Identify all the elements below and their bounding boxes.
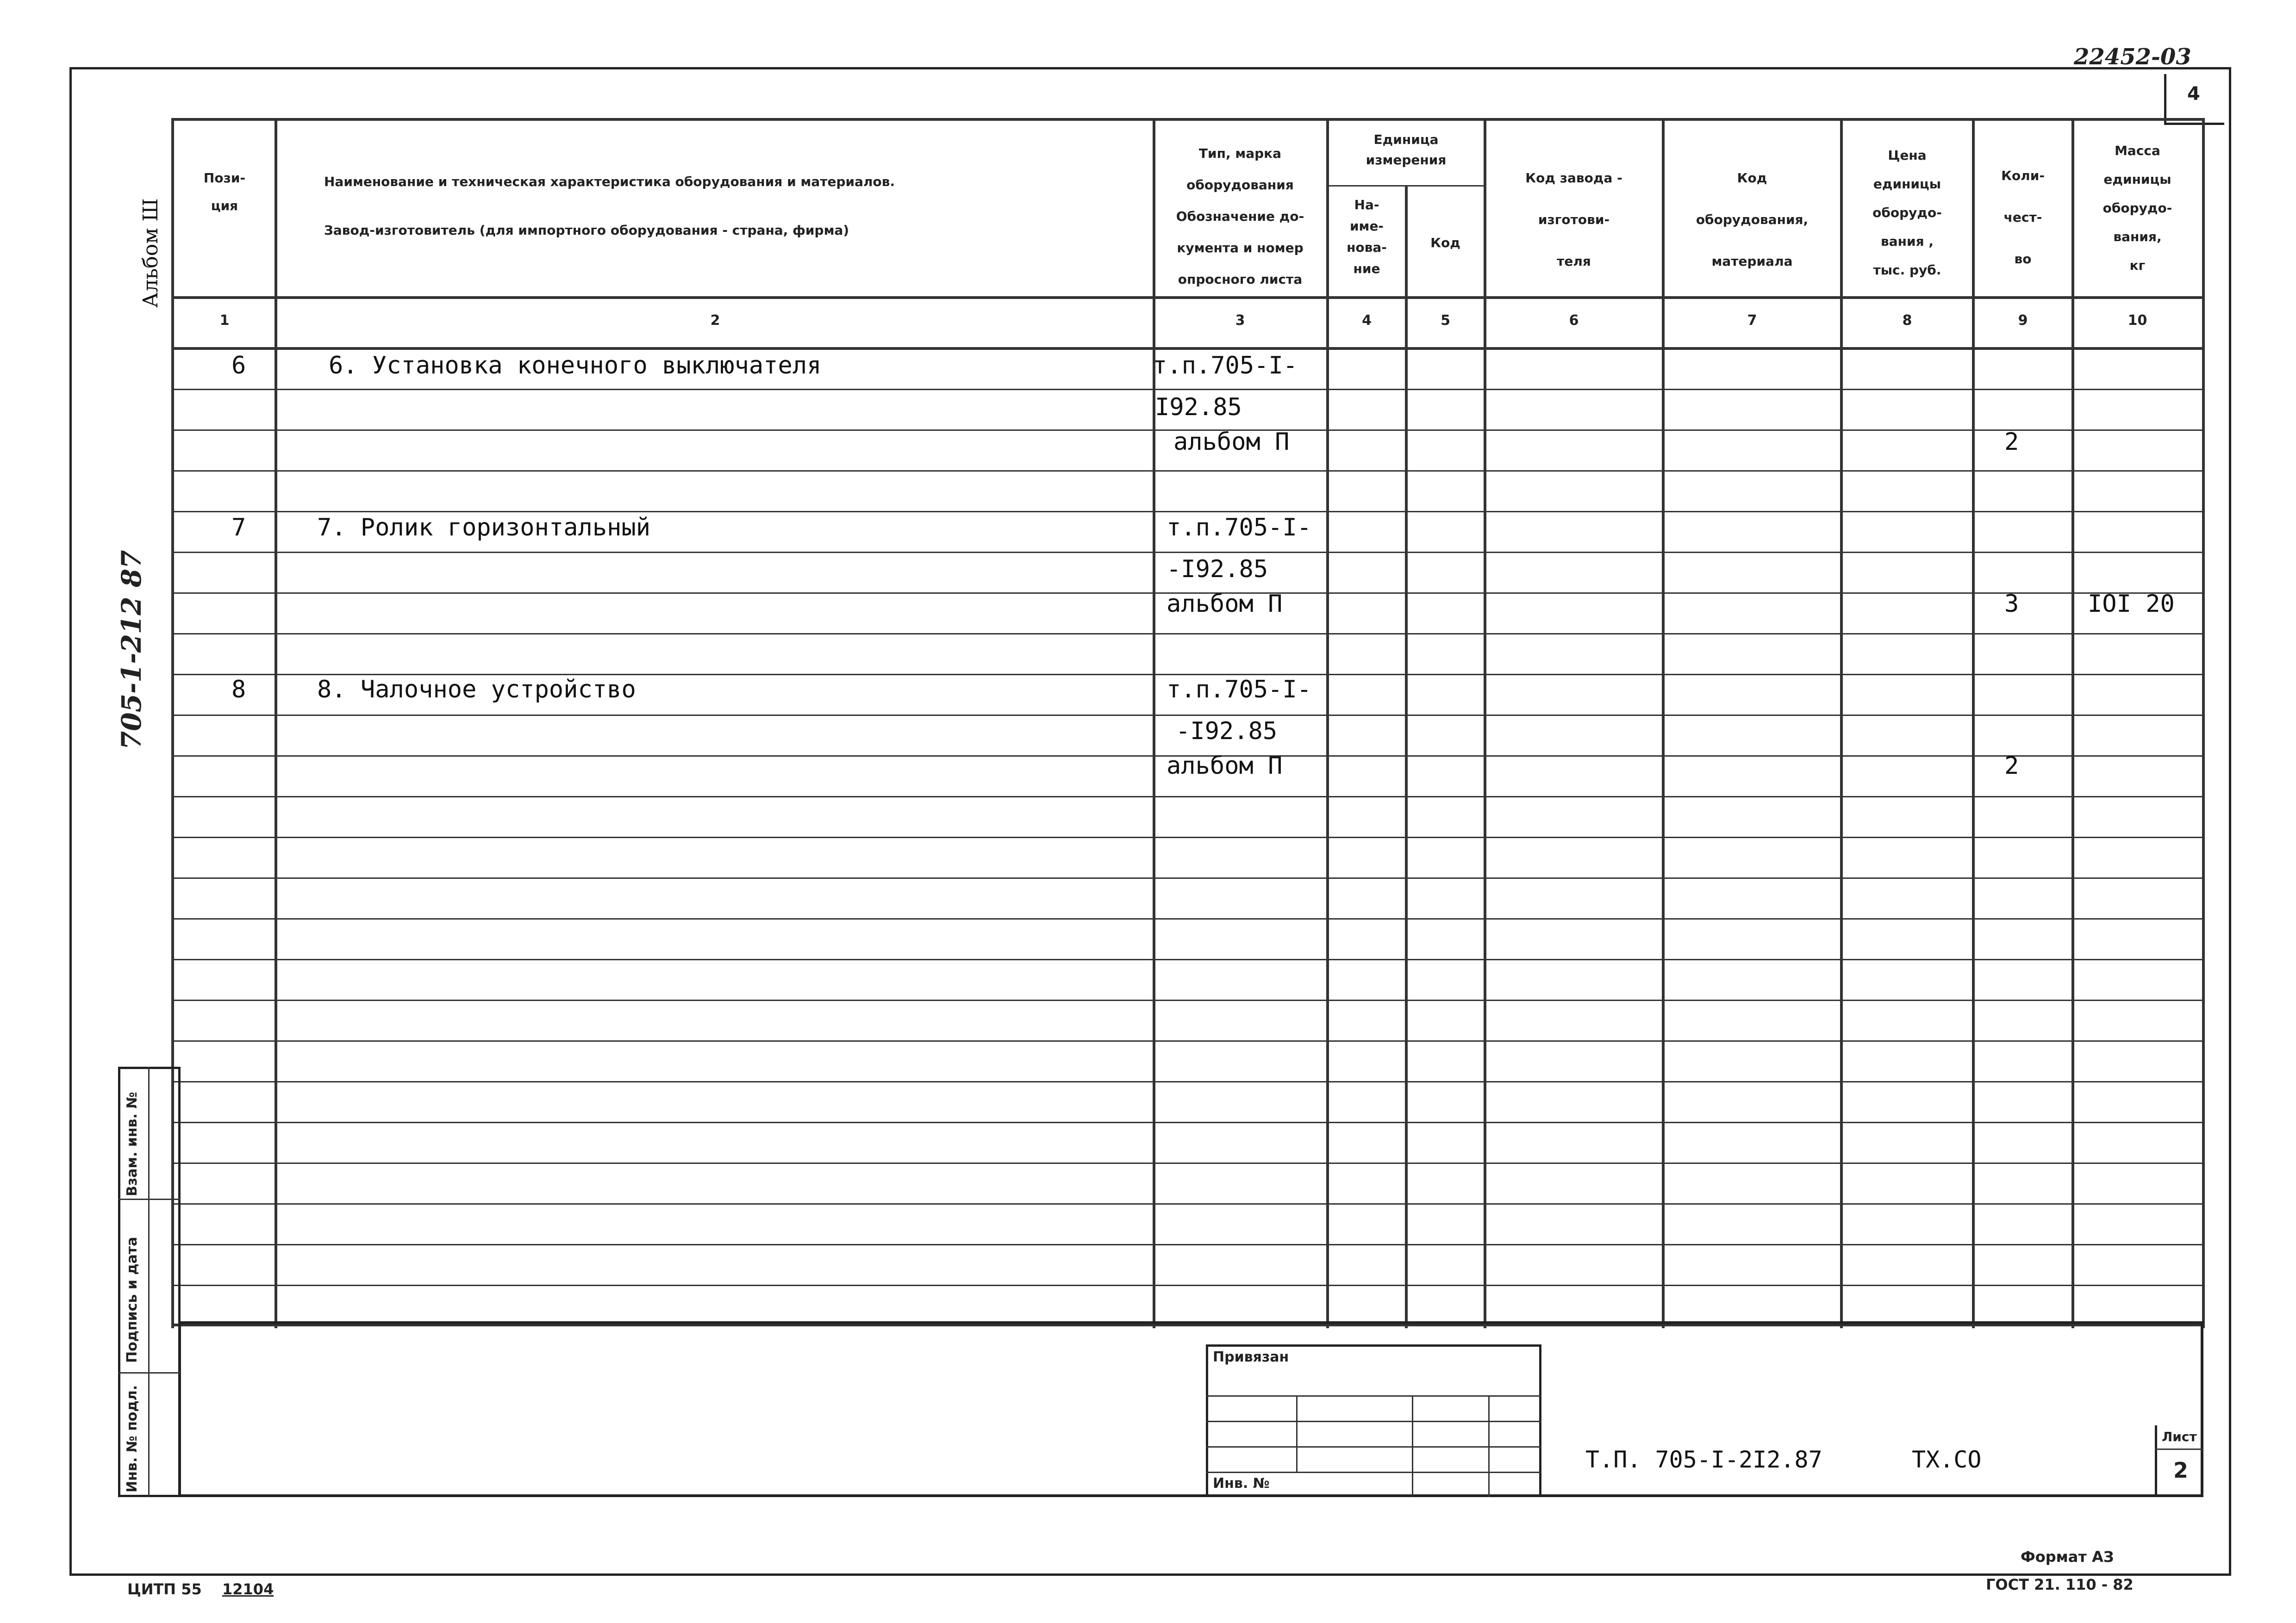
privyazan-line: [1206, 1395, 1541, 1397]
row-line: [171, 1000, 2203, 1001]
privyazan-label: Привязан: [1213, 1349, 1289, 1365]
item-quantity: 3: [2004, 590, 2019, 618]
item-doc-line: альбом П: [1167, 752, 1283, 780]
col-sep-9: [2071, 118, 2074, 1328]
side-stamp-inv: Инв. № подл.: [124, 1385, 140, 1492]
row-line: [171, 877, 2203, 879]
row-line: [171, 918, 2203, 920]
row-line: [171, 1285, 2203, 1286]
sheet-box-line: [2155, 1449, 2203, 1450]
row-line: [171, 633, 2203, 634]
col-sep-8: [1972, 118, 1975, 1328]
footer-gost: ГОСТ 21. 110 - 82: [1986, 1576, 2134, 1593]
item-position: 8: [231, 676, 246, 703]
column-number-8: 8: [1902, 312, 1912, 329]
header-unit-name: На- име- нова- ние: [1347, 197, 1387, 276]
item-doc-line: т.п.705-I-: [1167, 514, 1312, 541]
item-position: 6: [231, 352, 246, 379]
sheet-label: Лист: [2162, 1429, 2197, 1444]
privyazan-line: [1206, 1421, 1541, 1422]
col-sep-7: [1840, 118, 1843, 1328]
column-number-4: 4: [1362, 312, 1372, 329]
header-unit-group: Единица измерения: [1366, 132, 1447, 168]
privyazan-col: [1296, 1395, 1298, 1472]
item-mass: IOI 20: [2088, 590, 2175, 618]
item-doc-line: т.п.705-I-: [1167, 676, 1312, 703]
row-line: [171, 1040, 2203, 1042]
row-line: [171, 1203, 2203, 1205]
column-number-9: 9: [2018, 312, 2028, 329]
row-line: [171, 715, 2203, 716]
col-sep-6: [1662, 118, 1665, 1328]
header-name: Наименование и техническая характеристика оборудования и материалов. Завод-изготовитель (для импортного оборудования - страна, фирма): [324, 174, 895, 238]
footer-left-number: 12104: [222, 1580, 274, 1598]
column-number-2: 2: [710, 312, 720, 329]
item-doc-line: альбом П: [1167, 590, 1283, 618]
privyazan-line: [1206, 1446, 1541, 1448]
row-line: [171, 1163, 2203, 1164]
item-name: 7. Ролик горизонтальный: [317, 514, 651, 541]
column-number-7: 7: [1747, 312, 1757, 329]
page-number: 4: [2187, 83, 2200, 105]
item-position: 7: [231, 514, 246, 541]
item-quantity: 2: [2004, 428, 2019, 456]
item-doc-line: I92.85: [1155, 393, 1242, 421]
column-number-3: 3: [1235, 312, 1245, 329]
series-handwritten: 705-1-212 87: [116, 550, 147, 750]
table-top-border: [171, 118, 2203, 121]
header-unit-price: Цена единицы оборудо- вания , тыс. руб.: [1872, 148, 1942, 278]
document-designation: Т.П. 705-I-2I2.87: [1585, 1446, 1822, 1473]
header-bottom-line: [171, 296, 2203, 299]
item-name: 6. Установка конечного выключателя: [329, 352, 822, 379]
row-line: [171, 1081, 2203, 1082]
header-plant-code: Код завода - изготови- теля: [1525, 170, 1622, 269]
row-line: [171, 511, 2203, 512]
row-line: [171, 552, 2203, 553]
col-sep-4: [1405, 185, 1408, 1328]
header-equipment-code: Код оборудования, материала: [1696, 170, 1809, 269]
footer-format: Формат АЗ: [2021, 1548, 2114, 1566]
item-name: 8. Чалочное устройство: [317, 676, 636, 703]
side-stamp-line: [118, 1199, 181, 1200]
row-line: [171, 959, 2203, 960]
column-number-10: 10: [2128, 312, 2147, 329]
side-stamp-line: [118, 1372, 181, 1374]
col-sep-3: [1326, 118, 1329, 1328]
row-line: [171, 389, 2203, 390]
col-sep-5: [1484, 118, 1486, 1328]
privyazan-line: [1206, 1472, 1541, 1473]
footer-left-prefix: ЦИТП 55: [127, 1580, 202, 1598]
row-line: [171, 796, 2203, 797]
header-unit-mass: Масса единицы оборудо- вания, кг: [2103, 143, 2172, 273]
header-quantity: Коли- чест- во: [2001, 168, 2045, 267]
album-label: Альбом Ш: [139, 198, 162, 308]
column-number-1: 1: [219, 312, 230, 329]
item-doc-line: -I92.85: [1176, 717, 1278, 745]
header-type-doc: Тип, марка оборудования Обозначение до- кумента и номер опросного листа: [1176, 146, 1304, 287]
table-right-border: [2202, 118, 2205, 1328]
top-right-code: 22452-03: [2074, 44, 2191, 70]
item-doc-line: т.п.705-I-: [1153, 352, 1298, 379]
row-line: [171, 837, 2203, 838]
side-stamp-podpis: Подпись и дата: [124, 1237, 140, 1363]
side-stamp-vzam: Взам. инв. №: [124, 1092, 140, 1196]
item-quantity: 2: [2004, 752, 2019, 780]
col-sep-2: [1153, 118, 1155, 1328]
header-position: Пози- ция: [203, 170, 246, 213]
item-doc-line: альбом П: [1173, 428, 1290, 456]
header-unit-code: Код: [1430, 235, 1460, 250]
item-doc-line: -I92.85: [1167, 555, 1268, 583]
row-line: [171, 1244, 2203, 1245]
row-line: [171, 674, 2203, 675]
title-block-frame: [178, 1321, 2203, 1497]
side-stamp-divider: [148, 1067, 150, 1497]
row-line: [171, 1122, 2203, 1123]
column-number-5: 5: [1441, 312, 1450, 329]
col-sep-1: [275, 118, 277, 1328]
row-line: [171, 470, 2203, 472]
privyazan-col: [1412, 1395, 1413, 1497]
privyazan-col: [1488, 1395, 1490, 1497]
column-number-6: 6: [1569, 312, 1579, 329]
inv-no-label: Инв. №: [1213, 1475, 1270, 1492]
sheet-number: 2: [2173, 1458, 2189, 1483]
document-code: ТХ.СО: [1912, 1446, 1982, 1473]
colnum-bottom-line: [171, 347, 2203, 350]
